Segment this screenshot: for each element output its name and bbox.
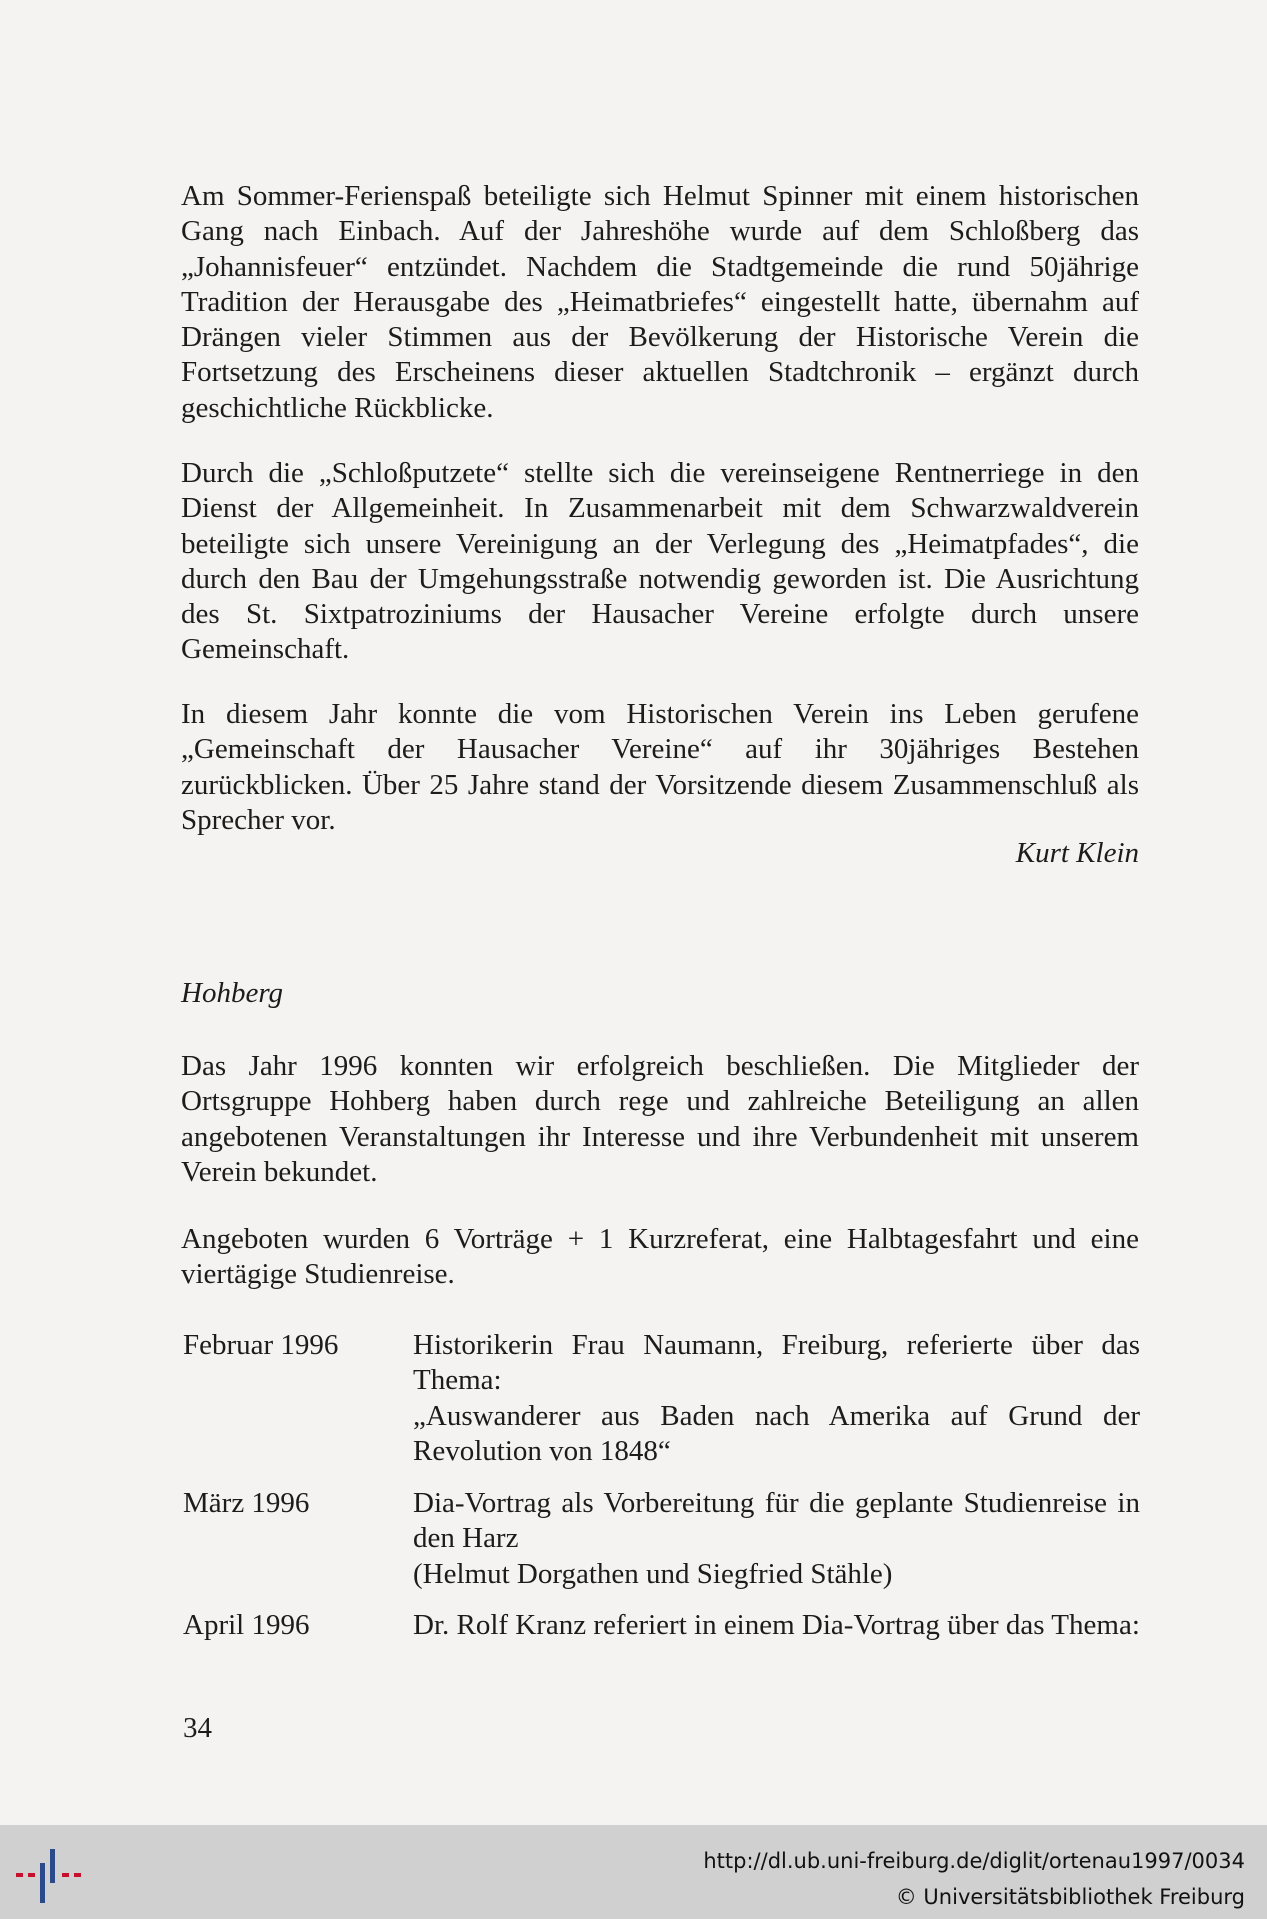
entry-line: Dia-Vortrag als Vorbereitung für die geplante Studienreise in den Harz bbox=[413, 1487, 1140, 1555]
paragraph-4: Das Jahr 1996 konnten wir erfolgreich beschließen. Die Mitglieder der Ortsgruppe Hohberg haben durch rege und zahlreiche Beteiligung an allen angebotenen Veranstaltungen ihr Interesse und ihre Verbundenheit mit unserem Verein bekundet. bbox=[181, 1050, 1139, 1188]
entry-description-april bbox=[413, 1608, 1140, 1643]
source-url-link[interactable]: http://dl.ub.uni-freiburg.de/diglit/ortenau1997/0034 bbox=[703, 1849, 1245, 1873]
entry-description-february bbox=[413, 1328, 1140, 1469]
library-logo-icon bbox=[14, 1841, 84, 1907]
entry-date-april: April 1996 bbox=[183, 1609, 310, 1641]
copyright-text: © Universitätsbibliothek Freiburg bbox=[895, 1885, 1245, 1909]
entry-line: (Helmut Dorgathen und Siegfried Stähle) bbox=[413, 1557, 893, 1590]
entry-date-march: März 1996 bbox=[183, 1487, 310, 1519]
entry-line: „Auswanderer aus Baden nach Amerika auf Grund der Revolution von 1848“ bbox=[413, 1399, 1140, 1467]
entry-description-march bbox=[413, 1486, 1140, 1592]
entry-date-february: Februar 1996 bbox=[183, 1329, 339, 1361]
paragraph-2: Durch die „Schloßputzete“ stellte sich die vereinseigene Rentnerriege in den Dienst der Allgemeinheit. In Zusammenarbeit mit dem Schwarzwaldverein beteiligte sich unsere Vereinigung an der Verlegung des „Heimatpfades“, die durch den Bau der Umgehungsstraße notwendig geworden ist. Die Ausrichtung des St. Sixtpatroziniums der Hausacher Vereine erfolgte durch unsere Gemeinschaft. bbox=[181, 457, 1139, 666]
entry-line: Historikerin Frau Naumann, Freiburg, referierte über das Thema: bbox=[413, 1329, 1140, 1397]
entry-line: Dr. Rolf Kranz referiert in einem Dia-Vortrag über das Thema: bbox=[413, 1609, 1140, 1641]
footer-bar bbox=[0, 1825, 1267, 1919]
paragraph-3: In diesem Jahr konnte die vom Historischen Verein ins Leben gerufene „Gemeinschaft der Hausacher Vereine“ auf ihr 30jähriges Bestehen zurückblicken. Über 25 Jahre stand der Vorsitzende diesem Zusammenschluß als Sprecher vor. bbox=[181, 698, 1139, 836]
paragraph-5: Angeboten wurden 6 Vorträge + 1 Kurzreferat, eine Halbtagesfahrt und eine viertägige Studienreise. bbox=[181, 1223, 1139, 1291]
signature-author: Kurt Klein bbox=[1015, 837, 1139, 869]
paragraph-1: Am Sommer-Ferienspaß beteiligte sich Helmut Spinner mit einem historischen Gang nach Einbach. Auf der Jahreshöhe wurde auf dem Schloßberg das „Johannisfeuer“ entzündet. Nachdem die Stadtgemeinde die rund 50jährige Tradition der Herausgabe des „Heimatbriefes“ eingestellt hatte, übernahm auf Drängen vieler Stimmen aus der Bevölkerung der Historische Verein die Fortsetzung des Erscheinens dieser aktuellen Stadtchronik – ergänzt durch geschichtliche Rückblicke. bbox=[181, 180, 1139, 424]
page-number: 34 bbox=[183, 1712, 212, 1744]
section-heading: Hohberg bbox=[181, 977, 284, 1009]
